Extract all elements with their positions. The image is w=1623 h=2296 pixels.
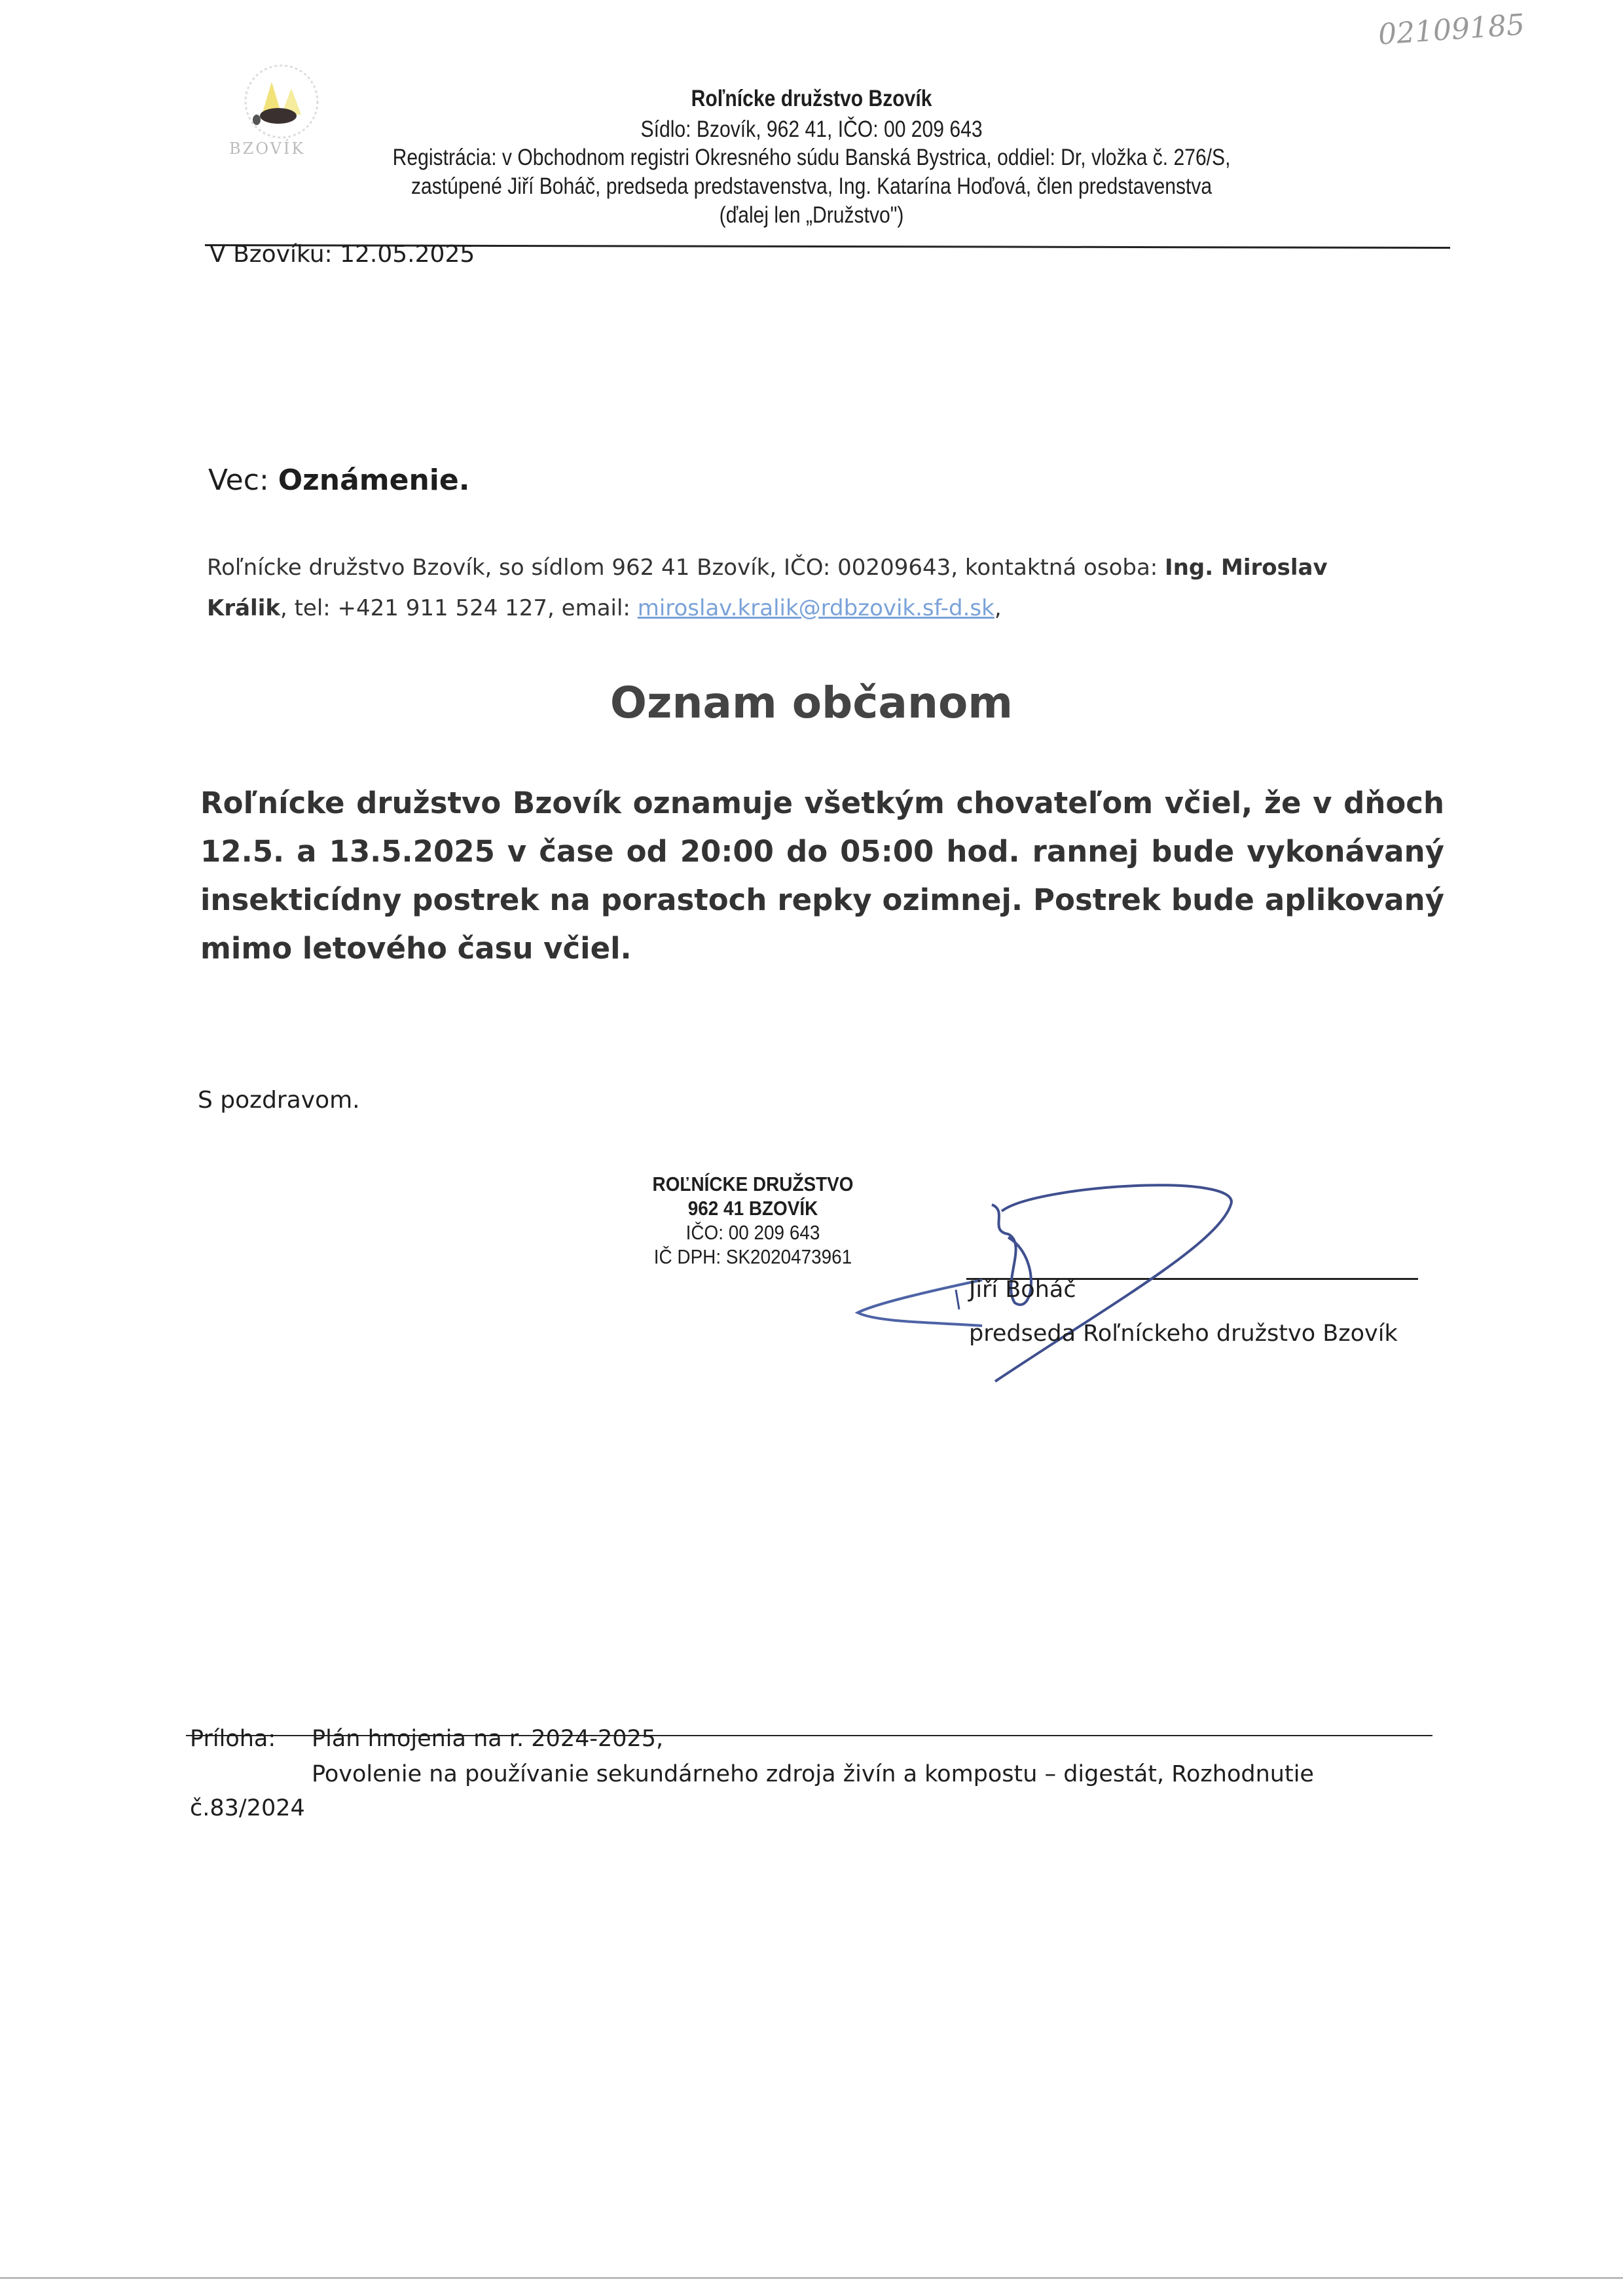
handwritten-note: 02109185 [1377,8,1526,52]
closing: S pozdravom. [198,1087,360,1114]
company-registration: Registrácia: v Obchodnom registri Okresného súdu Banská Bystrica, oddiel: Dr, vložka č. 276/S, [392,145,1231,170]
attachments-label: Príloha: [190,1726,276,1752]
document-date: V Bzovíku: 12.05.2025 [210,241,475,268]
logo-text: BZOVÍK [229,139,306,158]
intro-end: , [994,595,1002,621]
attachment-item-continued: č.83/2024 [190,1795,305,1821]
scan-edge [0,2277,1623,2279]
stamp-line-2: 962 41 BZOVÍK [687,1197,818,1220]
stamp-line-3: IČO: 00 209 643 [685,1221,820,1244]
attachment-item: Plán hnojenia na r. 2024-2025, [312,1726,664,1752]
stamp-line-4: IČ DPH: SK2020473961 [653,1245,852,1268]
subject-value: Oznámenie. [278,464,470,497]
intro-text: Roľnícke družstvo Bzovík, so sídlom 962 41 Bzovík, IČO: 00209643, kontaktná osoba: [207,555,1165,581]
company-representatives: zastúpené Jiří Boháč, predseda predstavenstva, Ing. Katarína Hoďová, člen predstavenstva [410,173,1213,199]
company-name: Roľnícke družstvo Bzovík [691,86,932,111]
subject-label: Vec: [208,464,278,497]
stamp-line-1: ROĽNÍCKE DRUŽSTVO [652,1173,854,1195]
signatory-name: Jiří Boháč [969,1277,1076,1303]
signatory-role: predseda Roľníckeho družstvo Bzovík [969,1321,1398,1347]
intro-contact-text: , tel: +421 911 524 127, email: [280,595,638,621]
announcement-text: Roľnícke družstvo Bzovík oznamuje všetkým chovateľom včiel, že v dňoch 12.5. a 13.5.2025 v čase od 20:00 do 05:00 hod. rannej bude vykonávaný insekticídny postrek na porastoch repky ozimnej. Postrek bude aplikovaný mimo letového času včiel. [200,786,1444,966]
notice-heading: Oznam občanom [610,678,1013,728]
company-seat: Sídlo: Bzovík, 962 41, IČO: 00 209 643 [640,117,983,142]
subject [208,464,469,497]
contact-name: Ing. Miroslav [1165,555,1328,581]
email-link[interactable]: miroslav.kralik@rdbzovik.sf-d.sk [637,595,994,621]
company-shortname: (ďalej len „Družstvo") [719,202,904,228]
attachment-item: Povolenie na používanie sekundárneho zdroja živín a kompostu – digestát, Rozhodnutie [312,1761,1314,1787]
contact-surname: Králik [207,595,280,621]
intro-paragraph [207,547,1412,629]
